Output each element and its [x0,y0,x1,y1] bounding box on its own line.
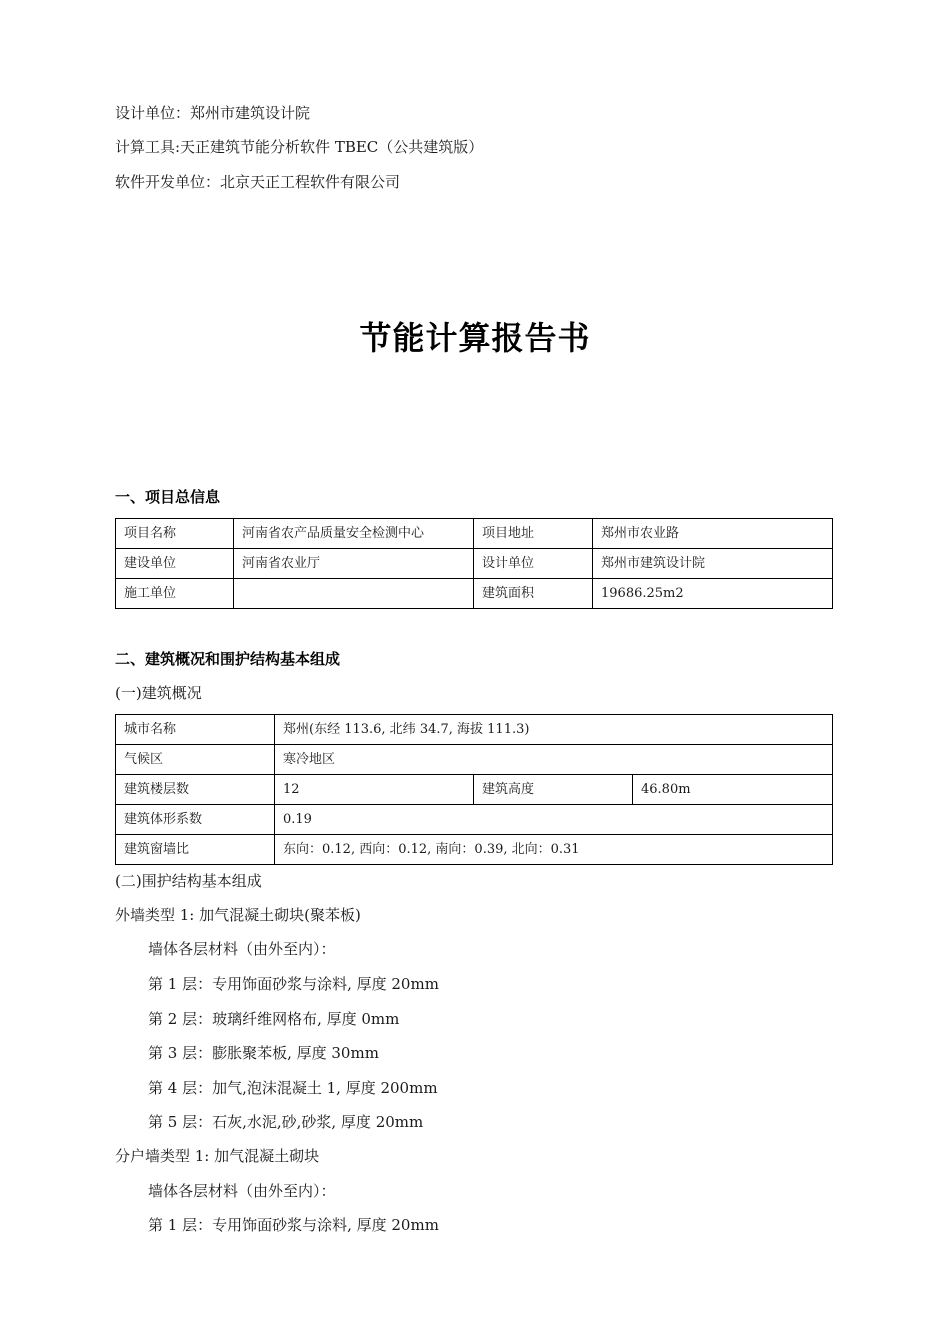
table-cell: 郑州市农业路 [593,519,833,549]
table-row [116,519,833,549]
table-cell [234,579,474,609]
table-cell: 施工单位 [116,579,234,609]
table-cell: 设计单位 [474,549,593,579]
window-wall-ratio-label: 建筑窗墙比 [116,835,275,865]
calc-tool-line: 计算工具:天正建筑节能分析软件 TBEC（公共建筑版） [115,138,484,156]
list-item: 第 5 层：石灰,水泥,砂,砂浆, 厚度 20mm [148,1113,424,1131]
section2-heading: 二、建筑概况和围护结构基本组成 [115,650,341,668]
ext-wall-type: 外墙类型 1: 加气混凝土砌块(聚苯板) [115,906,361,924]
developer-line: 软件开发单位：北京天正工程软件有限公司 [115,173,401,191]
table-row [116,715,833,745]
table-cell: 项目地址 [474,519,593,549]
table-row [116,775,833,805]
table-cell: 郑州市建筑设计院 [593,549,833,579]
table-cell: 建设单位 [116,549,234,579]
city-value: 郑州(东经 113.6, 北纬 34.7, 海拔 111.3) [275,715,833,745]
city-label: 城市名称 [116,715,275,745]
height-label: 建筑高度 [474,775,633,805]
report-title: 节能计算报告书 [359,319,591,357]
table-row [116,549,833,579]
building-overview-subheading: (一)建筑概况 [115,684,202,702]
table-cell: 建筑面积 [474,579,593,609]
table-row [116,835,833,865]
table-cell: 19686.25m2 [593,579,833,609]
list-item: 第 4 层：加气,泡沫混凝土 1, 厚度 200mm [148,1079,438,1097]
table-row [116,805,833,835]
climate-label: 气候区 [116,745,275,775]
climate-value: 寒冷地区 [275,745,833,775]
list-item: 第 1 层：专用饰面砂浆与涂料, 厚度 20mm [148,975,439,993]
project-info-table [115,518,833,609]
floors-label: 建筑楼层数 [116,775,275,805]
shape-coefficient-value: 0.19 [275,805,833,835]
table-cell: 河南省农业厅 [234,549,474,579]
partition-wall-type: 分户墙类型 1: 加气混凝土砌块 [115,1147,320,1165]
table-cell: 河南省农产品质量安全检测中心 [234,519,474,549]
partition-wall-layers-title: 墙体各层材料（由外至内）： [148,1182,336,1200]
floors-value: 12 [275,775,474,805]
height-value: 46.80m [633,775,833,805]
table-cell: 项目名称 [116,519,234,549]
envelope-subheading: (二)围护结构基本组成 [115,872,262,890]
list-item: 第 1 层：专用饰面砂浆与涂料, 厚度 20mm [148,1216,439,1234]
building-overview-table [115,714,833,865]
ext-wall-layers-title: 墙体各层材料（由外至内）： [148,940,336,958]
list-item: 第 2 层：玻璃纤维网格布, 厚度 0mm [148,1010,400,1028]
design-unit-line: 设计单位：郑州市建筑设计院 [115,104,311,122]
table-row [116,745,833,775]
table-row [116,579,833,609]
window-wall-ratio-value: 东向：0.12, 西向：0.12, 南向：0.39, 北向：0.31 [275,835,833,865]
shape-coefficient-label: 建筑体形系数 [116,805,275,835]
section1-heading: 一、项目总信息 [115,488,221,506]
list-item: 第 3 层：膨胀聚苯板, 厚度 30mm [148,1044,379,1062]
